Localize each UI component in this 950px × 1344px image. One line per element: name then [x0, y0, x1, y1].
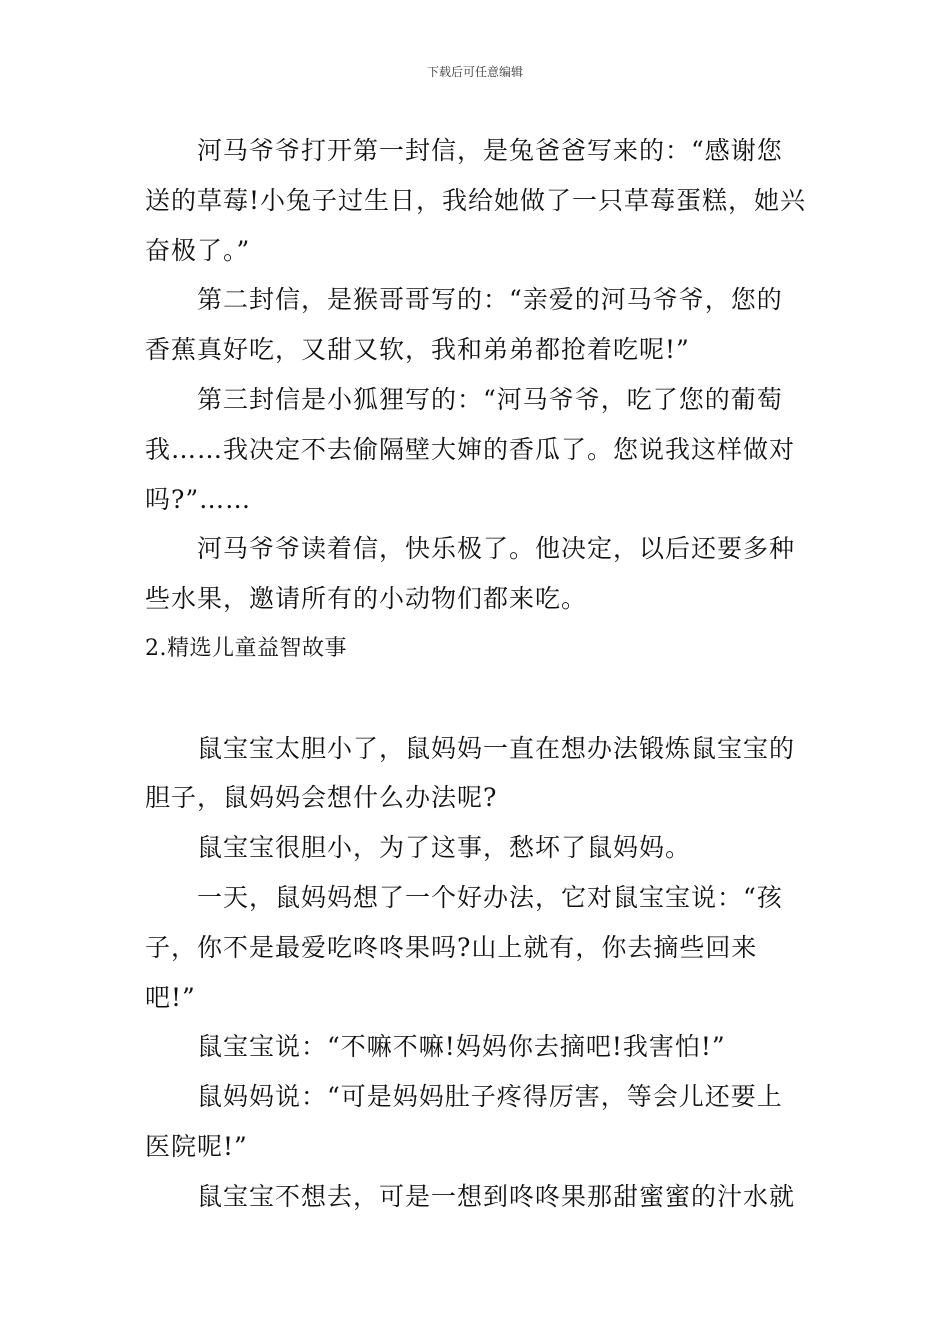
paragraph-line: 香蕉真好吃，又甜又软，我和弟弟都抢着吃呢!” [145, 335, 690, 365]
paragraph-line: 奋极了。” [145, 235, 251, 265]
section-heading: 2.精选儿童益智故事 [145, 635, 347, 661]
paragraph-line: 一天，鼠妈妈想了一个好办法，它对鼠宝宝说：“孩 [197, 882, 783, 912]
paragraph-line: 送的草莓!小兔子过生日，我给她做了一只草莓蛋糕，她兴 [145, 185, 807, 215]
paragraph-line: 鼠宝宝不想去，可是一想到咚咚果那甜蜜蜜的汁水就 [197, 1181, 796, 1211]
paragraph-line: 我……我决定不去偷隔壁大婶的香瓜了。您说我这样做对 [145, 434, 796, 464]
paragraph-line: 医院呢!” [145, 1131, 248, 1161]
paragraph-line: 第二封信，是猴哥哥写的：“亲爱的河马爷爷，您的 [197, 285, 783, 315]
blank-spacer [145, 674, 810, 724]
paragraph-line: 第三封信是小狐狸写的：“河马爷爷，吃了您的葡萄 [197, 384, 783, 414]
paragraph-line: 些水果，邀请所有的小动物们都来吃。 [145, 584, 588, 614]
paragraph-line: 河马爷爷读着信，快乐极了。他决定，以后还要多种 [197, 534, 796, 564]
page-header: 下载后可任意编辑 [426, 65, 523, 79]
paragraph-line: 鼠妈妈说：“可是妈妈肚子疼得厉害，等会儿还要上 [197, 1082, 783, 1112]
paragraph-line: 鼠宝宝太胆小了，鼠妈妈一直在想办法锻炼鼠宝宝的 [197, 733, 796, 763]
paragraph-line: 子，你不是最爱吃咚咚果吗?山上就有，你去摘些回来 [145, 932, 758, 962]
document-body [145, 126, 810, 1222]
paragraph-line: 河马爷爷打开第一封信，是兔爸爸写来的：“感谢您 [197, 136, 783, 165]
paragraph-line: 鼠宝宝说：“不嘛不嘛!妈妈你去摘吧!我害怕!” [197, 1032, 726, 1062]
paragraph-line: 吧!” [145, 982, 196, 1012]
paragraph-line: 胆子，鼠妈妈会想什么办法呢? [145, 783, 498, 813]
paragraph-line: 吗?”…… [145, 484, 252, 514]
paragraph-line: 鼠宝宝很胆小，为了这事，愁坏了鼠妈妈。 [197, 833, 692, 863]
